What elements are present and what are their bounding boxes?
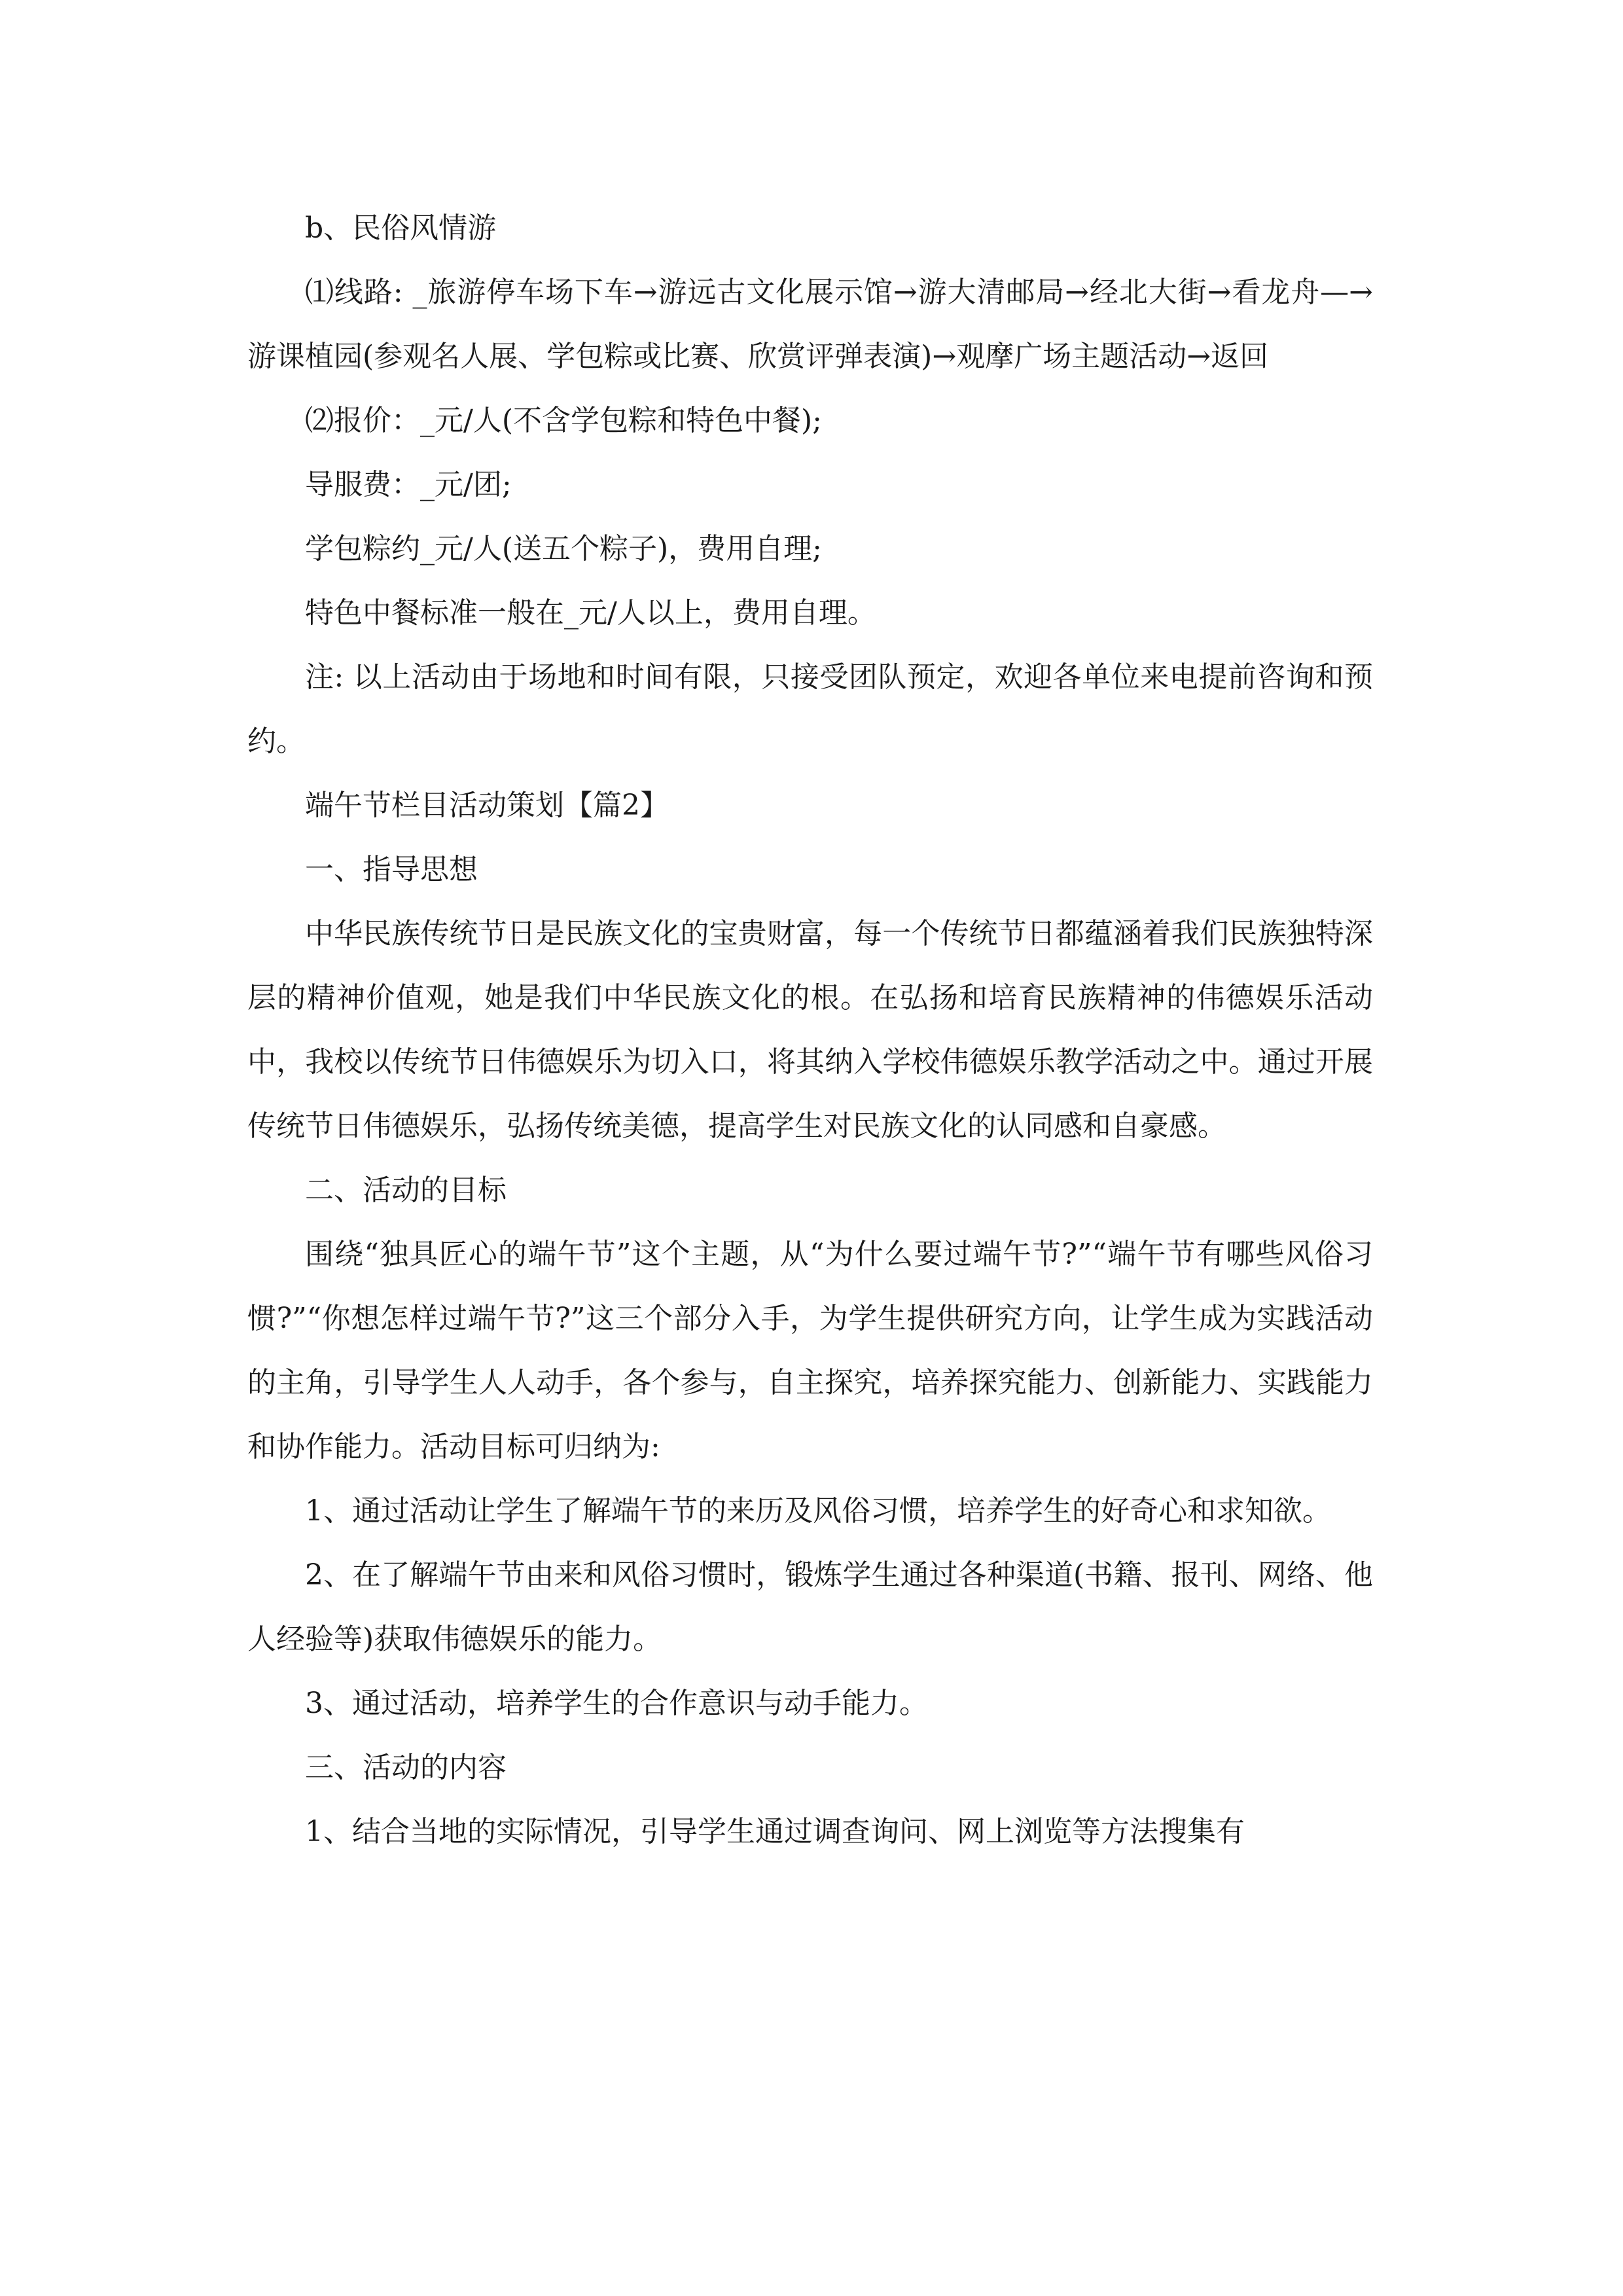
section-subheading: b、民俗风情游	[305, 211, 497, 245]
guide-fee-paragraph: 导服费：_元/团;	[305, 468, 512, 501]
lunch-fee-paragraph: 特色中餐标准一般在_元/人以上，费用自理。	[305, 596, 876, 630]
goal-item-1: 1、通过活动让学生了解端午节的来历及风俗习惯，培养学生的好奇心和求知欲。	[305, 1494, 1331, 1528]
heading-guiding-thought: 一、指导思想	[305, 853, 478, 886]
heading-activity-content: 三、活动的内容	[305, 1751, 507, 1784]
note-paragraph: 注: 以上活动由于场地和时间有限，只接受团队预定，欢迎各单位来电提前咨询和预约。	[247, 660, 1373, 758]
activity-goal-paragraph: 围绕“独具匠心的端午节”这个主题，从“为什么要过端午节?”“端午节有哪些风俗习惯?”“你想怎样过端午节?”这三个部分入手，为学生提供研究方向，让学生成为实践活动的主角，引导学生人人动手，各个参与，自主探究，培养探究能力、创新能力、实践能力和协作能力。活动目标可归纳为:	[247, 1238, 1373, 1463]
goal-item-2: 2、在了解端午节由来和风俗习惯时，锻炼学生通过各种渠道(书籍、报刊、网络、他人经验等)获取伟德娱乐的能力。	[247, 1558, 1373, 1656]
price-paragraph: ⑵报价：_元/人(不含学包粽和特色中餐);	[305, 404, 822, 437]
goal-item-3: 3、通过活动，培养学生的合作意识与动手能力。	[305, 1687, 928, 1720]
heading-activity-goal: 二、活动的目标	[305, 1174, 507, 1207]
zongzi-fee-paragraph: 学包粽约_元/人(送五个粽子)，费用自理;	[305, 532, 822, 565]
guiding-thought-paragraph: 中华民族传统节日是民族文化的宝贵财富，每一个传统节日都蕴涵着我们民族独特深层的精神价值观，她是我们中华民族文化的根。在弘扬和培育民族精神的伟德娱乐活动中，我校以传统节日伟德娱乐为切入口，将其纳入学校伟德娱乐教学活动之中。通过开展传统节日伟德娱乐，弘扬传统美德，提高学生对民族文化的认同感和自豪感。	[247, 917, 1373, 1143]
content-item-1: 1、结合当地的实际情况，引导学生通过调查询问、网上浏览等方法搜集有	[305, 1815, 1245, 1848]
document-page	[247, 196, 1373, 1864]
route-paragraph: ⑴线路: _旅游停车场下车→游远古文化展示馆→游大清邮局→经北大街→看龙舟—→游课植园(参观名人展、学包粽或比赛、欣赏评弹表演)→观摩广场主题活动→返回	[247, 276, 1373, 373]
article-title: 端午节栏目活动策划【篇2】	[305, 789, 669, 822]
